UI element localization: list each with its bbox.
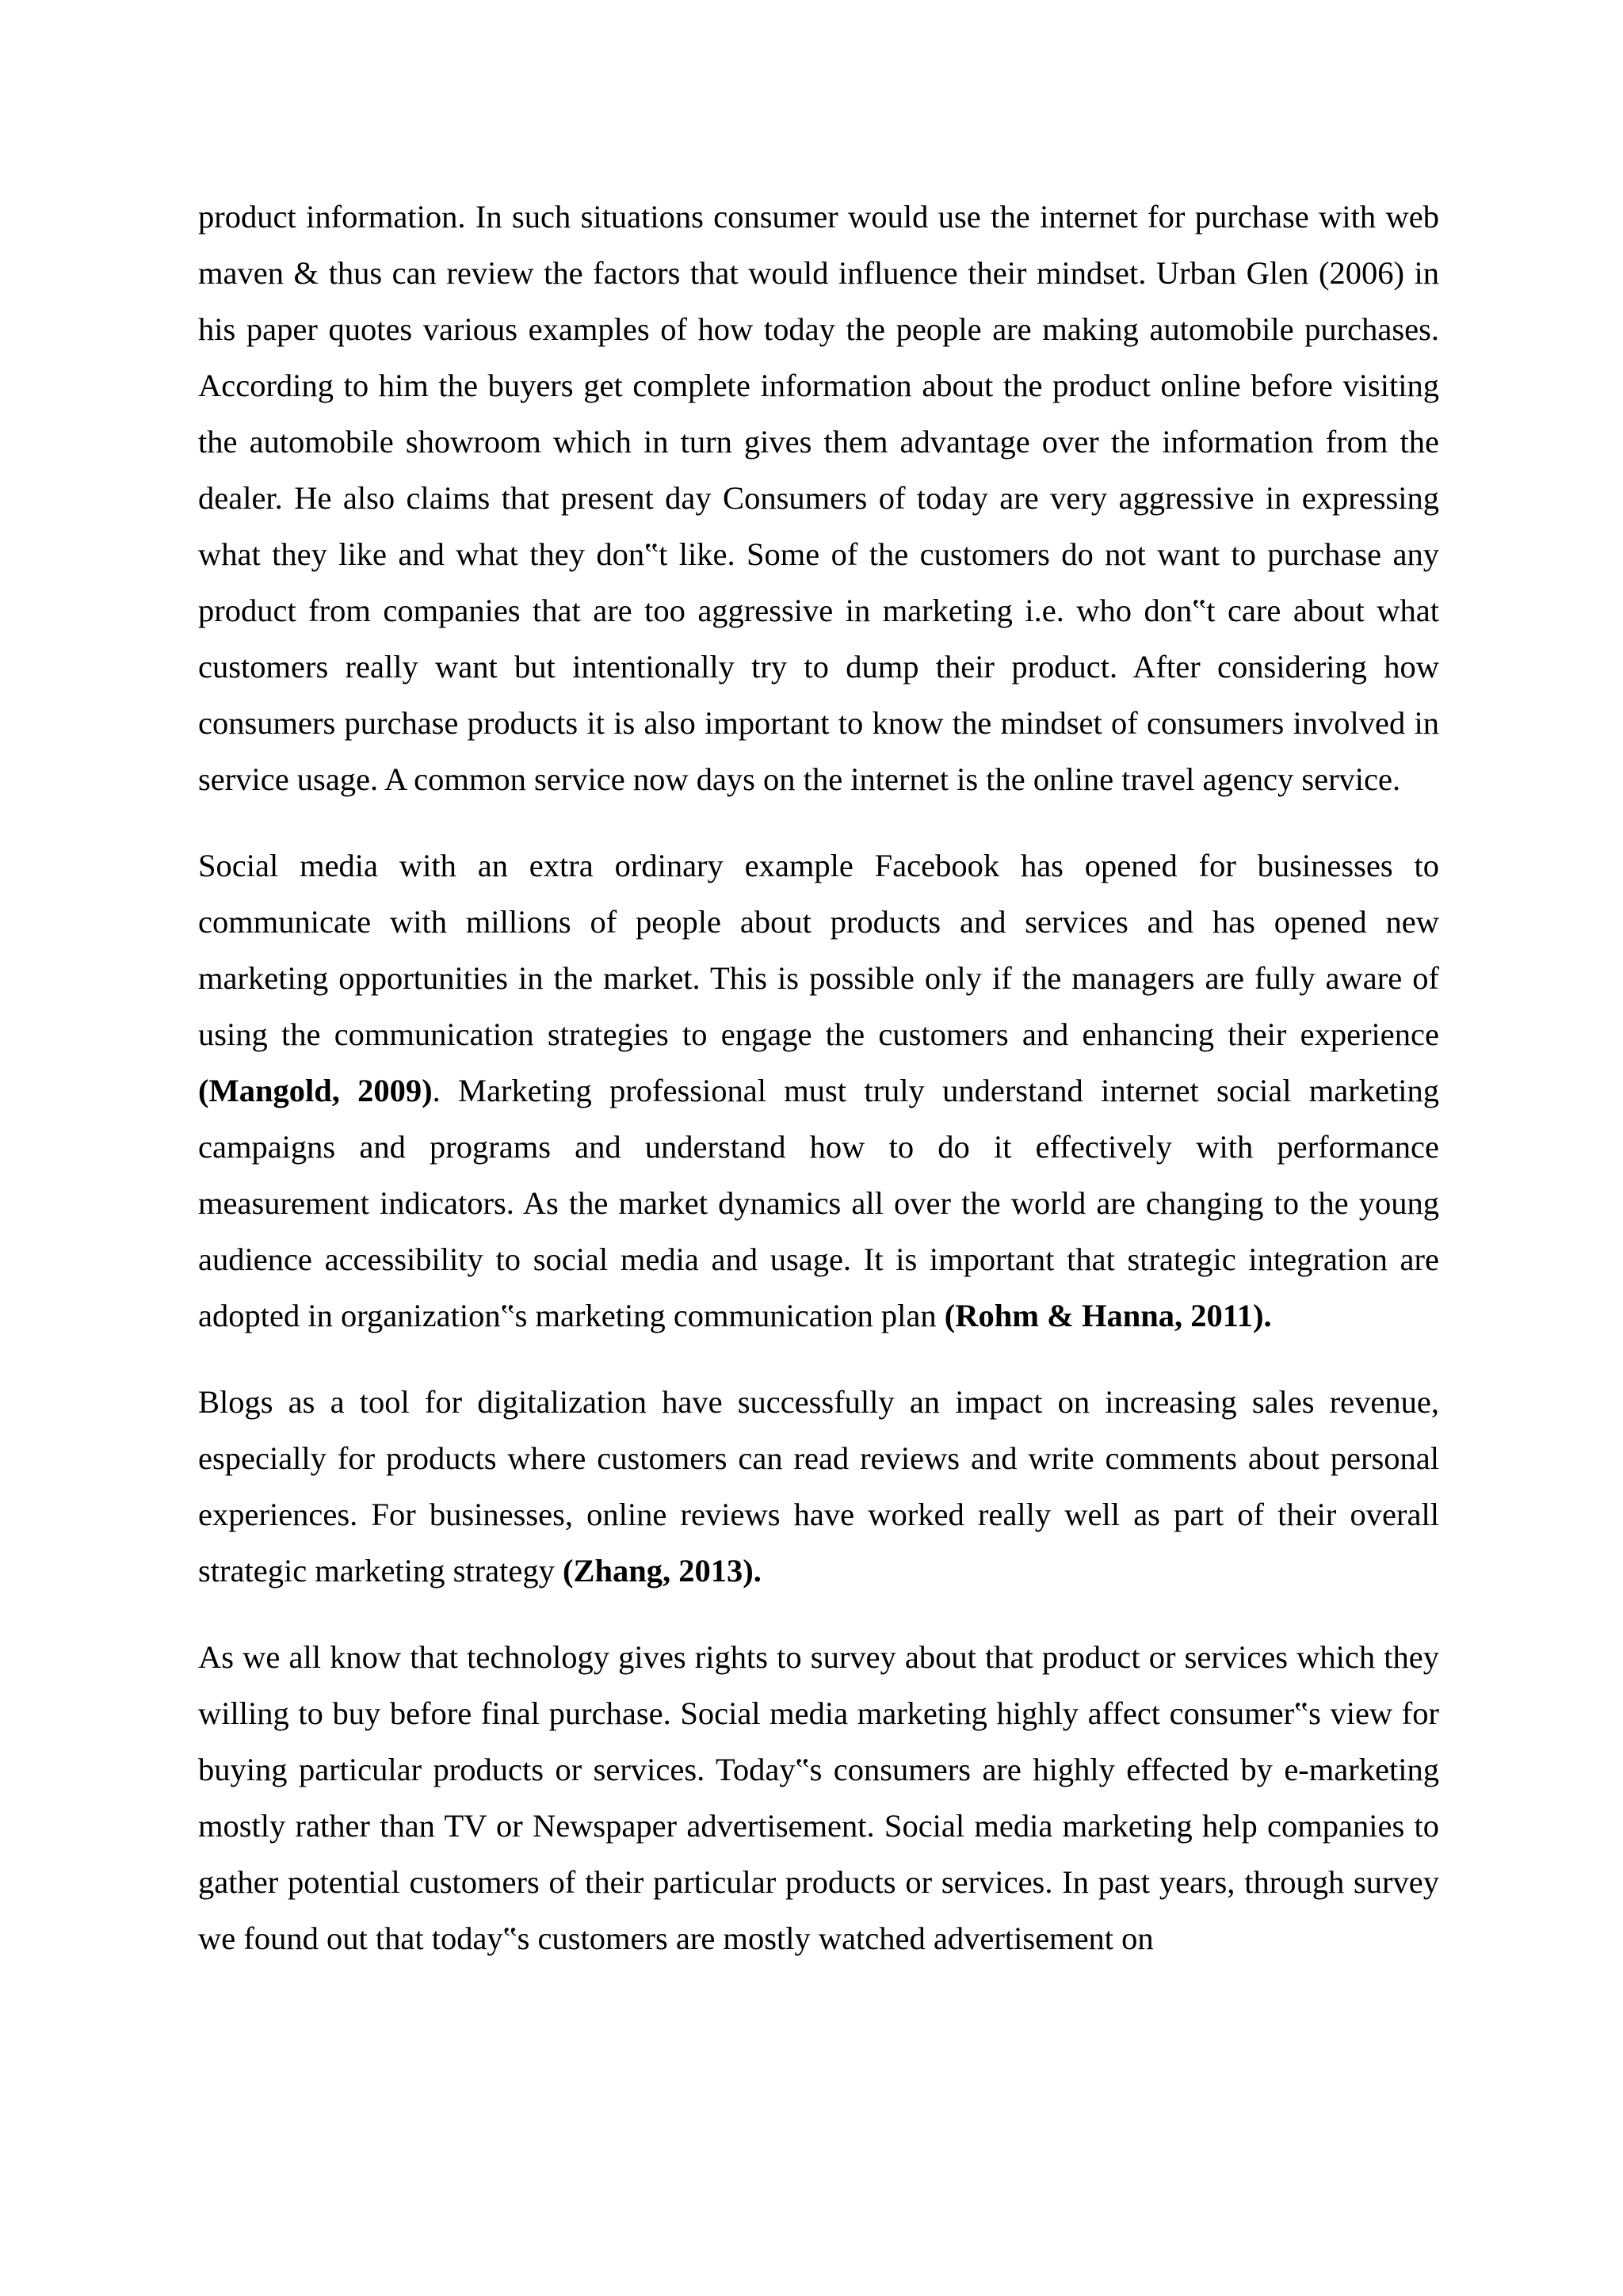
citation-mangold: (Mangold, 2009): [198, 1073, 433, 1108]
paragraph-1: [198, 189, 1439, 807]
paragraph-3: [198, 1374, 1439, 1599]
body-text: [198, 189, 1439, 1997]
paragraph-text: Blogs as a tool for digitalization have successfully an impact on increasing sales revenue, especially for products where customers can read reviews and write comments about personal experiences. For businesses, online reviews have worked really well as part of their overall strategic marketing strategy: [198, 1384, 1439, 1589]
paragraph-text: product information. In such situations consumer would use the internet for purchase with web maven & thus can review the factors that would influence their mindset. Urban Glen (2006) in his paper quotes various examples of how today the people are making automobile purchases. According to him the buyers get complete information about the product online before visiting the automobile showroom which in turn gives them advantage over the information from the dealer. He also claims that present day Consumers of today are very aggressive in expressing what they like and what they don‟t like. Some of the customers do not want to purchase any product from companies that are too aggressive in marketing i.e. who don‟t care about what customers really want but intentionally try to dump their product. After considering how consumers purchase products it is also important to know the mindset of consumers involved in service usage. A common service now days on the internet is the online travel agency service.: [198, 199, 1439, 797]
paragraph-text: As we all know that technology gives rights to survey about that product or services which they willing to buy before final purchase. Social media marketing highly affect consumer‟s view for buying particular products or services. Today‟s consumers are highly effected by e-marketing mostly rather than TV or Newspaper advertisement. Social media marketing help companies to gather potential customers of their particular products or services. In past years, through survey we found out that today‟s customers are mostly watched advertisement on: [198, 1639, 1439, 1956]
paragraph-2: [198, 837, 1439, 1344]
paragraph-text: Social media with an extra ordinary example Facebook has opened for businesses to communicate with millions of people about products and services and has opened new marketing opportunities in the market. This is possible only if the managers are fully aware of using the communication strategies to engage the customers and enhancing their experience: [198, 848, 1439, 1052]
paragraph-text: . Marketing professional must truly understand internet social marketing campaigns and programs and understand how to do it effectively with performance measurement indicators. As the market dynamics all over the world are changing to the young audience accessibility to social media and usage. It is important that strategic integration are adopted in organization‟s marketing communication plan: [198, 1073, 1439, 1333]
citation-zhang: (Zhang, 2013).: [562, 1553, 762, 1589]
citation-rohm-hanna: (Rohm & Hanna, 2011).: [944, 1298, 1272, 1333]
paragraph-4: [198, 1629, 1439, 1966]
